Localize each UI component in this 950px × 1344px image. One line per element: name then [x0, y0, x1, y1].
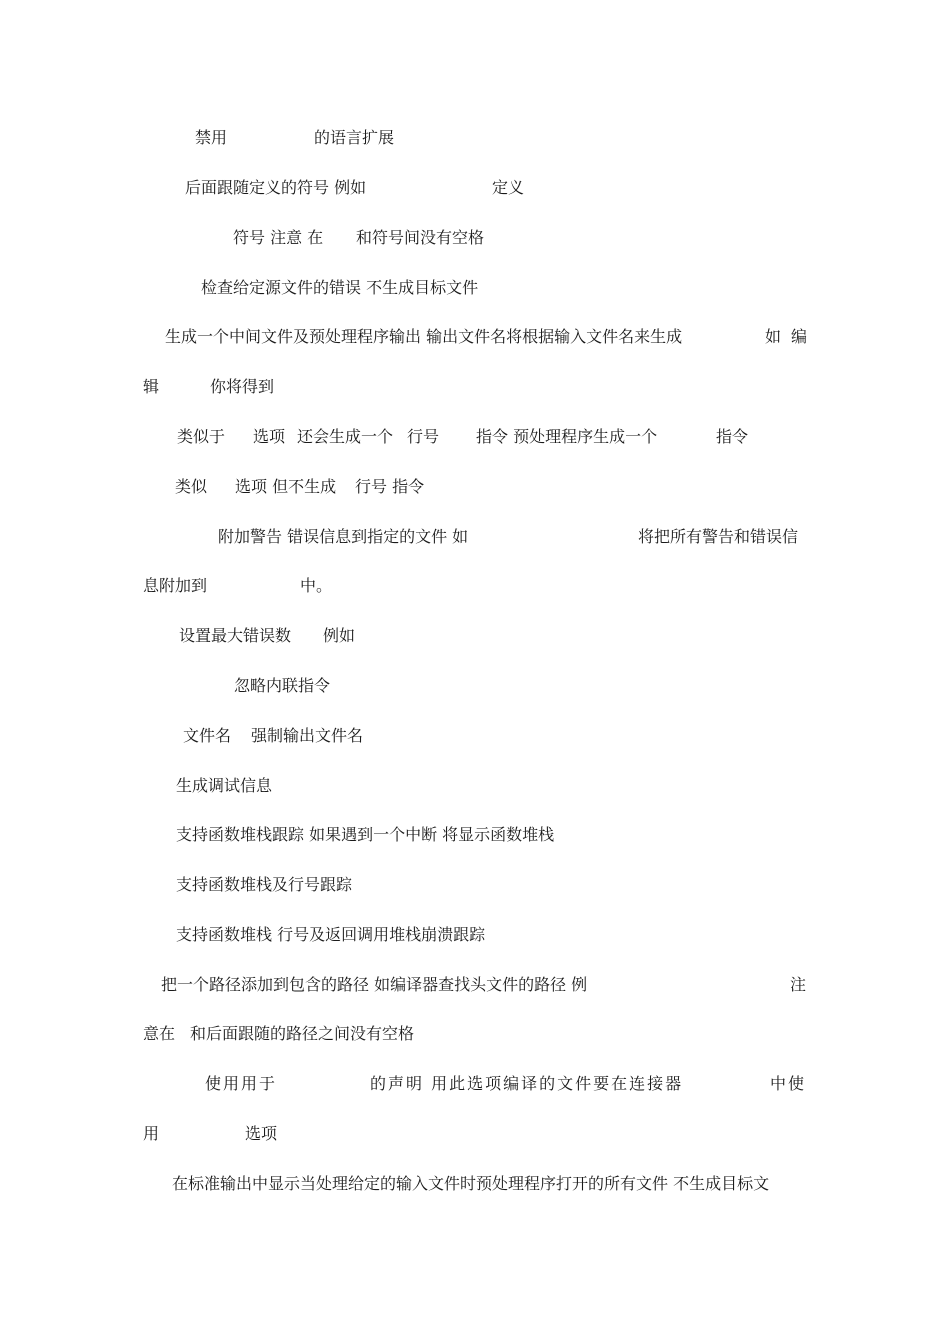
text-line-17: 支持函数堆栈 行号及返回调用堆栈崩溃跟踪: [176, 925, 486, 944]
text-line-19b: 和后面跟随的路径之间没有空格: [190, 1024, 415, 1043]
text-line-20c: 中使: [770, 1074, 807, 1093]
text-line-8b: 选项 但不生成: [235, 477, 337, 496]
text-line-13b: 强制输出文件名: [251, 726, 364, 745]
text-line-7c: 还会生成一个: [297, 427, 394, 446]
text-line-6b: 你将得到: [210, 377, 275, 396]
text-line-7e: 指令 预处理程序生成一个: [476, 427, 658, 446]
text-line-11a: 设置最大错误数: [179, 626, 292, 645]
text-line-19a: 意在: [143, 1024, 176, 1043]
text-line-7d: 行号: [407, 427, 440, 446]
text-line-14: 生成调试信息: [176, 776, 273, 795]
text-line-10b: 中。: [300, 576, 333, 595]
text-line-7b: 选项: [253, 427, 286, 446]
text-line-13a: 文件名: [183, 726, 232, 745]
text-line-9a: 附加警告 错误信息到指定的文件 如: [218, 527, 469, 546]
text-line-21b: 选项: [245, 1124, 278, 1143]
text-line-5b: 如: [765, 327, 782, 346]
text-line-16: 支持函数堆栈及行号跟踪: [176, 875, 353, 894]
text-line-10a: 息附加到: [143, 576, 208, 595]
text-line-11b: 例如: [323, 626, 356, 645]
text-line-22: 在标准输出中显示当处理给定的输入文件时预处理程序打开的所有文件 不生成目标文: [172, 1174, 770, 1193]
text-line-8a: 类似: [175, 477, 208, 496]
text-line-2a: 后面跟随定义的符号 例如: [185, 178, 367, 197]
text-line-7f: 指令: [716, 427, 749, 446]
text-line-21a: 用: [143, 1124, 160, 1143]
text-line-6a: 辑: [143, 377, 160, 396]
text-line-4: 检查给定源文件的错误 不生成目标文件: [201, 278, 479, 297]
text-line-12: 忽略内联指令: [234, 676, 331, 695]
text-line-8c: 行号 指令: [355, 477, 425, 496]
text-line-20a: 使用用于: [205, 1074, 278, 1093]
text-line-18a: 把一个路径添加到包含的路径 如编译器查找头文件的路径 例: [161, 975, 588, 994]
text-line-3b: 和符号间没有空格: [356, 228, 485, 247]
text-line-9b: 将把所有警告和错误信: [638, 527, 799, 546]
text-line-3a: 符号 注意 在: [233, 228, 324, 247]
text-line-1a: 禁用: [195, 128, 228, 147]
text-line-5c: 编: [791, 327, 808, 346]
text-line-5a: 生成一个中间文件及预处理程序输出 输出文件名将根据输入文件名来生成: [165, 327, 683, 346]
text-line-15: 支持函数堆栈跟踪 如果遇到一个中断 将显示函数堆栈: [176, 825, 555, 844]
text-line-18b: 注: [790, 975, 807, 994]
text-line-7a: 类似于: [177, 427, 226, 446]
text-line-2b: 定义: [492, 178, 525, 197]
text-line-1b: 的语言扩展: [314, 128, 395, 147]
text-line-20b: 的声明 用此选项编译的文件要在连接器: [370, 1074, 684, 1093]
